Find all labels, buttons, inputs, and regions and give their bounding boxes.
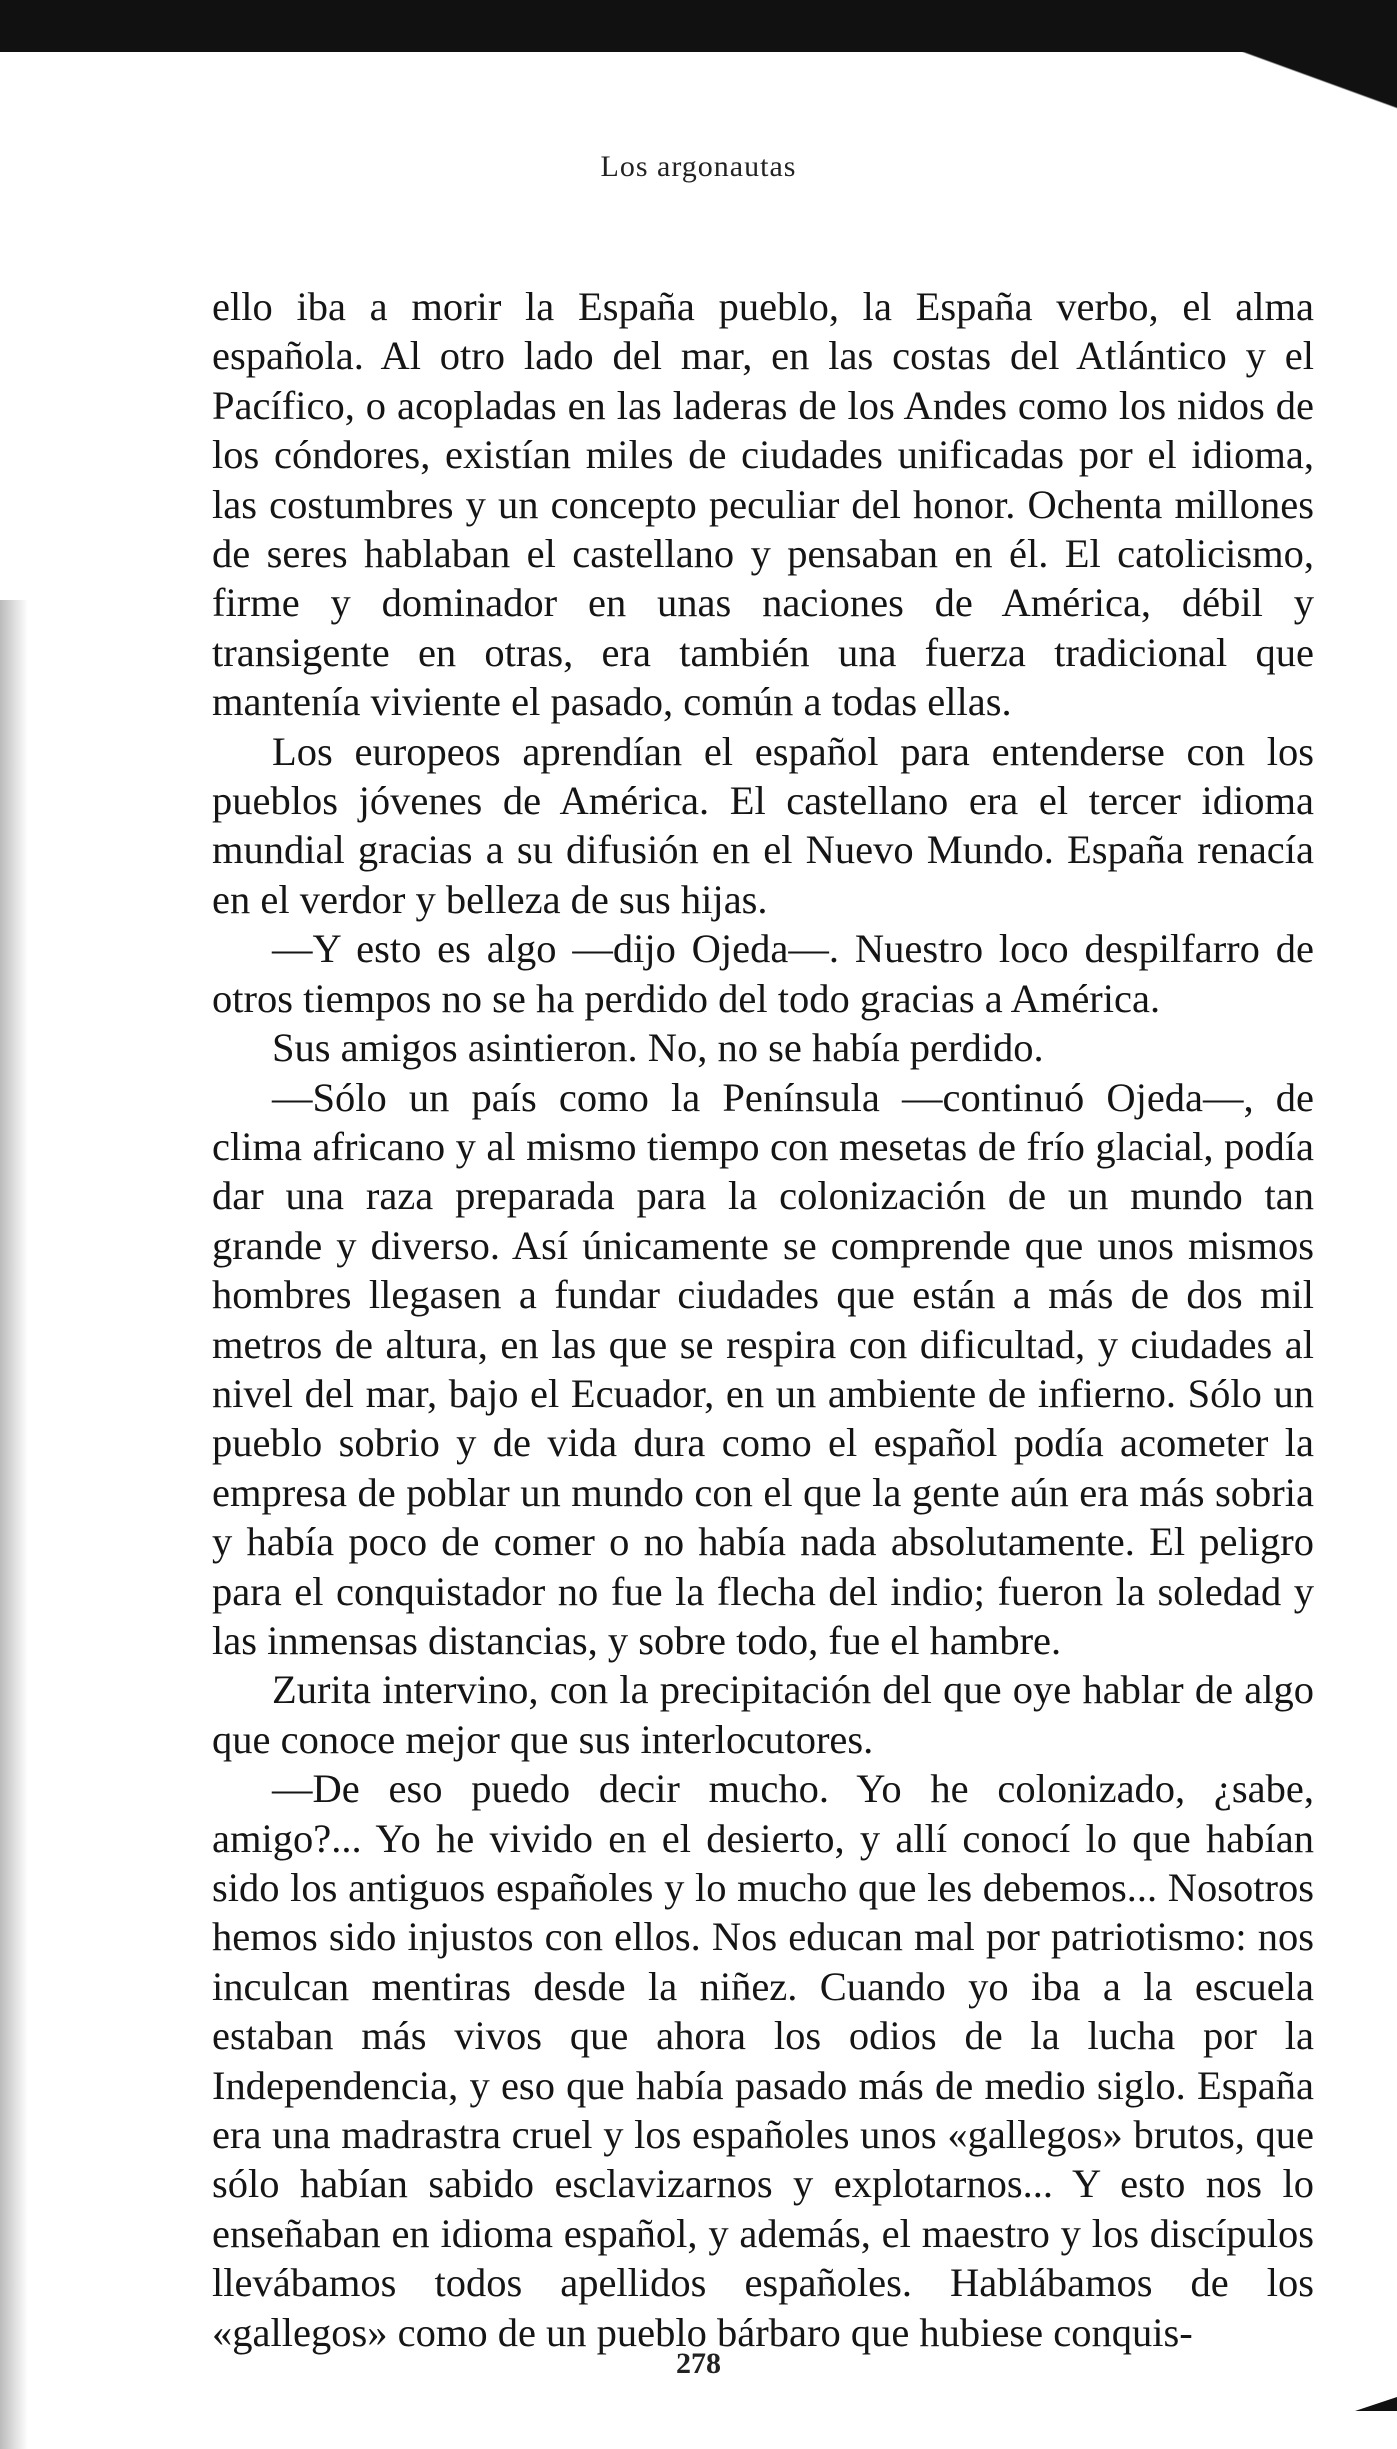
paragraph: Sus amigos asintieron. No, no se había perdido.: [272, 1025, 1044, 1071]
body-text: [212, 282, 1314, 2357]
page-top-edge-bar: [0, 0, 1397, 52]
paragraph: Los europeos aprendían el español para entenderse con los pueblos jóvenes de América. El castellano era el tercer idioma mundial gracias a su difusión en el Nuevo Mundo. España renacía en el verdor y belleza de sus hijas.: [212, 728, 1314, 922]
running-head: Los argonautas: [600, 150, 797, 183]
paragraph: —De eso puedo decir mucho. Yo he colonizado, ¿sabe, amigo?... Yo he vivido en el desierto, y allí conocí lo que habían sido los antiguos españoles y lo mucho que les debemos... Nosotros hemos sido injustos con ellos. Nos educan mal por patriotismo: nos inculcan mentiras desde la niñez. Cuando yo iba a la escuela estaban más vivos que ahora los odios de la lucha por la Independencia, y eso que había pasado más de medio siglo. España era una madrastra cruel y los españoles unos «gallegos» brutos, que sólo habían sabido esclavizarnos y explotarnos... Y esto nos lo enseñaban en idioma español, y además, el maestro y los discípulos llevábamos todos apellidos españoles. Hablábamos de los «gallegos» como de un pueblo bárbaro que hubiese conquis-: [212, 1766, 1314, 2355]
corner-mark: [1355, 2397, 1397, 2411]
page-number: 278: [676, 2347, 721, 2380]
page-gutter-shadow: [0, 600, 28, 2449]
paragraph: ello iba a morir la España pueblo, la España verbo, el alma española. Al otro lado del mar, en las costas del Atlántico y el Pacífico, o acopladas en las laderas de los Andes como los nidos de los cóndores, existían miles de ciudades unificadas por el idioma, las costumbres y un concepto peculiar del honor. Ochenta millones de seres hablaban el castellano y pensaban en él. El catolicismo, firme y dominador en unas naciones de América, débil y transigente en otras, era también una fuerza tradicional que mantenía viviente el pasado, común a todas ellas.: [212, 284, 1314, 725]
page-top-edge-shadow: [1180, 48, 1397, 138]
paragraph: Zurita intervino, con la precipitación del que oye hablar de algo que conoce mejor que sus interlocutores.: [212, 1667, 1314, 1762]
paragraph: —Y esto es algo —dijo Ojeda—. Nuestro loco despilfarro de otros tiempos no se ha perdido del todo gracias a América.: [212, 926, 1314, 1021]
paragraph: —Sólo un país como la Península —continuó Ojeda—, de clima africano y al mismo tiempo con mesetas de frío glacial, podía dar una raza preparada para la colonización de un mundo tan grande y diverso. Así únicamente se comprende que unos mismos hombres llegasen a fundar ciudades que están a más de dos mil metros de altura, en las que se respira con dificultad, y ciudades al nivel del mar, bajo el Ecuador, en un ambiente de infierno. Sólo un pueblo sobrio y de vida dura como el español podía acometer la empresa de poblar un mundo con el que la gente aún era más sobria y había poco de comer o no había nada absolutamente. El peligro para el conquistador no fue la flecha del indio; fueron la soledad y las inmensas distancias, y sobre todo, fue el hambre.: [212, 1074, 1314, 1663]
